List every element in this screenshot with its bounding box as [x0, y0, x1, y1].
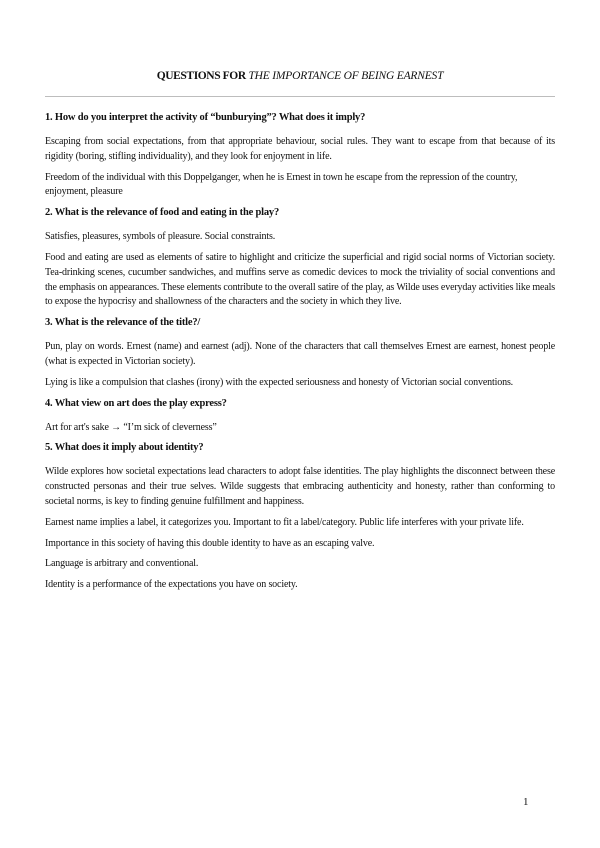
- answer-2-paragraph-2: Food and eating are used as elements of satire to highlight and criticize the superficial and rigid social norms of Victorian society. Tea-drinking scenes, cucumber sandwiches, and muffins serve as comedic devices to mock the triviality of social conventions and the emphasis on appearances. These elements contribute to the overall satire of the play, as Wilde uses everyday activities like meals to expose the hypocrisy and shallowness of the characters and the society in which they live.: [45, 251, 555, 308]
- question-1: 1. How do you interpret the activity of “bunburying”? What does it imply?: [45, 112, 366, 123]
- answer-4-paragraph-1: Art for art's sake → “I’m sick of cleverness”: [45, 421, 217, 433]
- title-prefix: QUESTIONS FOR: [156, 70, 246, 82]
- answer-5-paragraph-2: Earnest name implies a label, it categorizes you. Important to fit a label/category. Public life interferes with your private life.: [45, 516, 524, 528]
- title-divider: [45, 96, 555, 97]
- document-body: [45, 111, 555, 599]
- question-4: 4. What view on art does the play express?: [45, 397, 227, 409]
- answer-5-paragraph-1: Wilde explores how societal expectations lead characters to adopt false identities. The play highlights the disconnect between these constructed personas and their true selves. Wilde suggests that embracing authenticity and honesty, rather than conforming to societal norms, is key to finding genuine fulfillment and happiness.: [45, 466, 555, 507]
- page-number: 1: [523, 796, 529, 808]
- question-5: 5. What does it imply about identity?: [45, 442, 204, 454]
- answer-5-paragraph-5: Identity is a performance of the expectations you have on society.: [45, 579, 298, 591]
- answer-3-paragraph-2: Lying is like a compulsion that clashes (irony) with the expected seriousness and honesty of Victorian social conventions.: [45, 376, 514, 388]
- question-3: 3. What is the relevance of the title?/: [45, 317, 201, 329]
- answer-1-paragraph-2: Freedom of the individual with this Doppelganger, when he is Ernest in town he escape from the repression of the country, enjoyment, pleasure: [45, 171, 518, 198]
- document-page: [45, 0, 555, 848]
- document-title: [45, 70, 555, 82]
- answer-2-paragraph-1: Satisfies, pleasures, symbols of pleasure. Social constraints.: [45, 231, 276, 243]
- answer-5-paragraph-4: Language is arbitrary and conventional.: [45, 558, 199, 570]
- title-italic: THE IMPORTANCE OF BEING EARNEST: [248, 70, 444, 82]
- question-2: 2. What is the relevance of food and eating in the play?: [45, 207, 280, 219]
- answer-1-paragraph-1: Escaping from social expectations, from that appropriate behaviour, social rules. They want to escape from that because of its rigidity (boring, stifling individuality), and they look for enjoyment in life.: [45, 136, 555, 162]
- answer-5-paragraph-3: Importance in this society of having this double identity to have as an escaping valve.: [45, 537, 375, 549]
- answer-3-paragraph-1: Pun, play on words. Ernest (name) and earnest (adj). None of the characters that call themselves Ernest are earnest, honest people (what is expected in Victorian society).: [45, 341, 555, 367]
